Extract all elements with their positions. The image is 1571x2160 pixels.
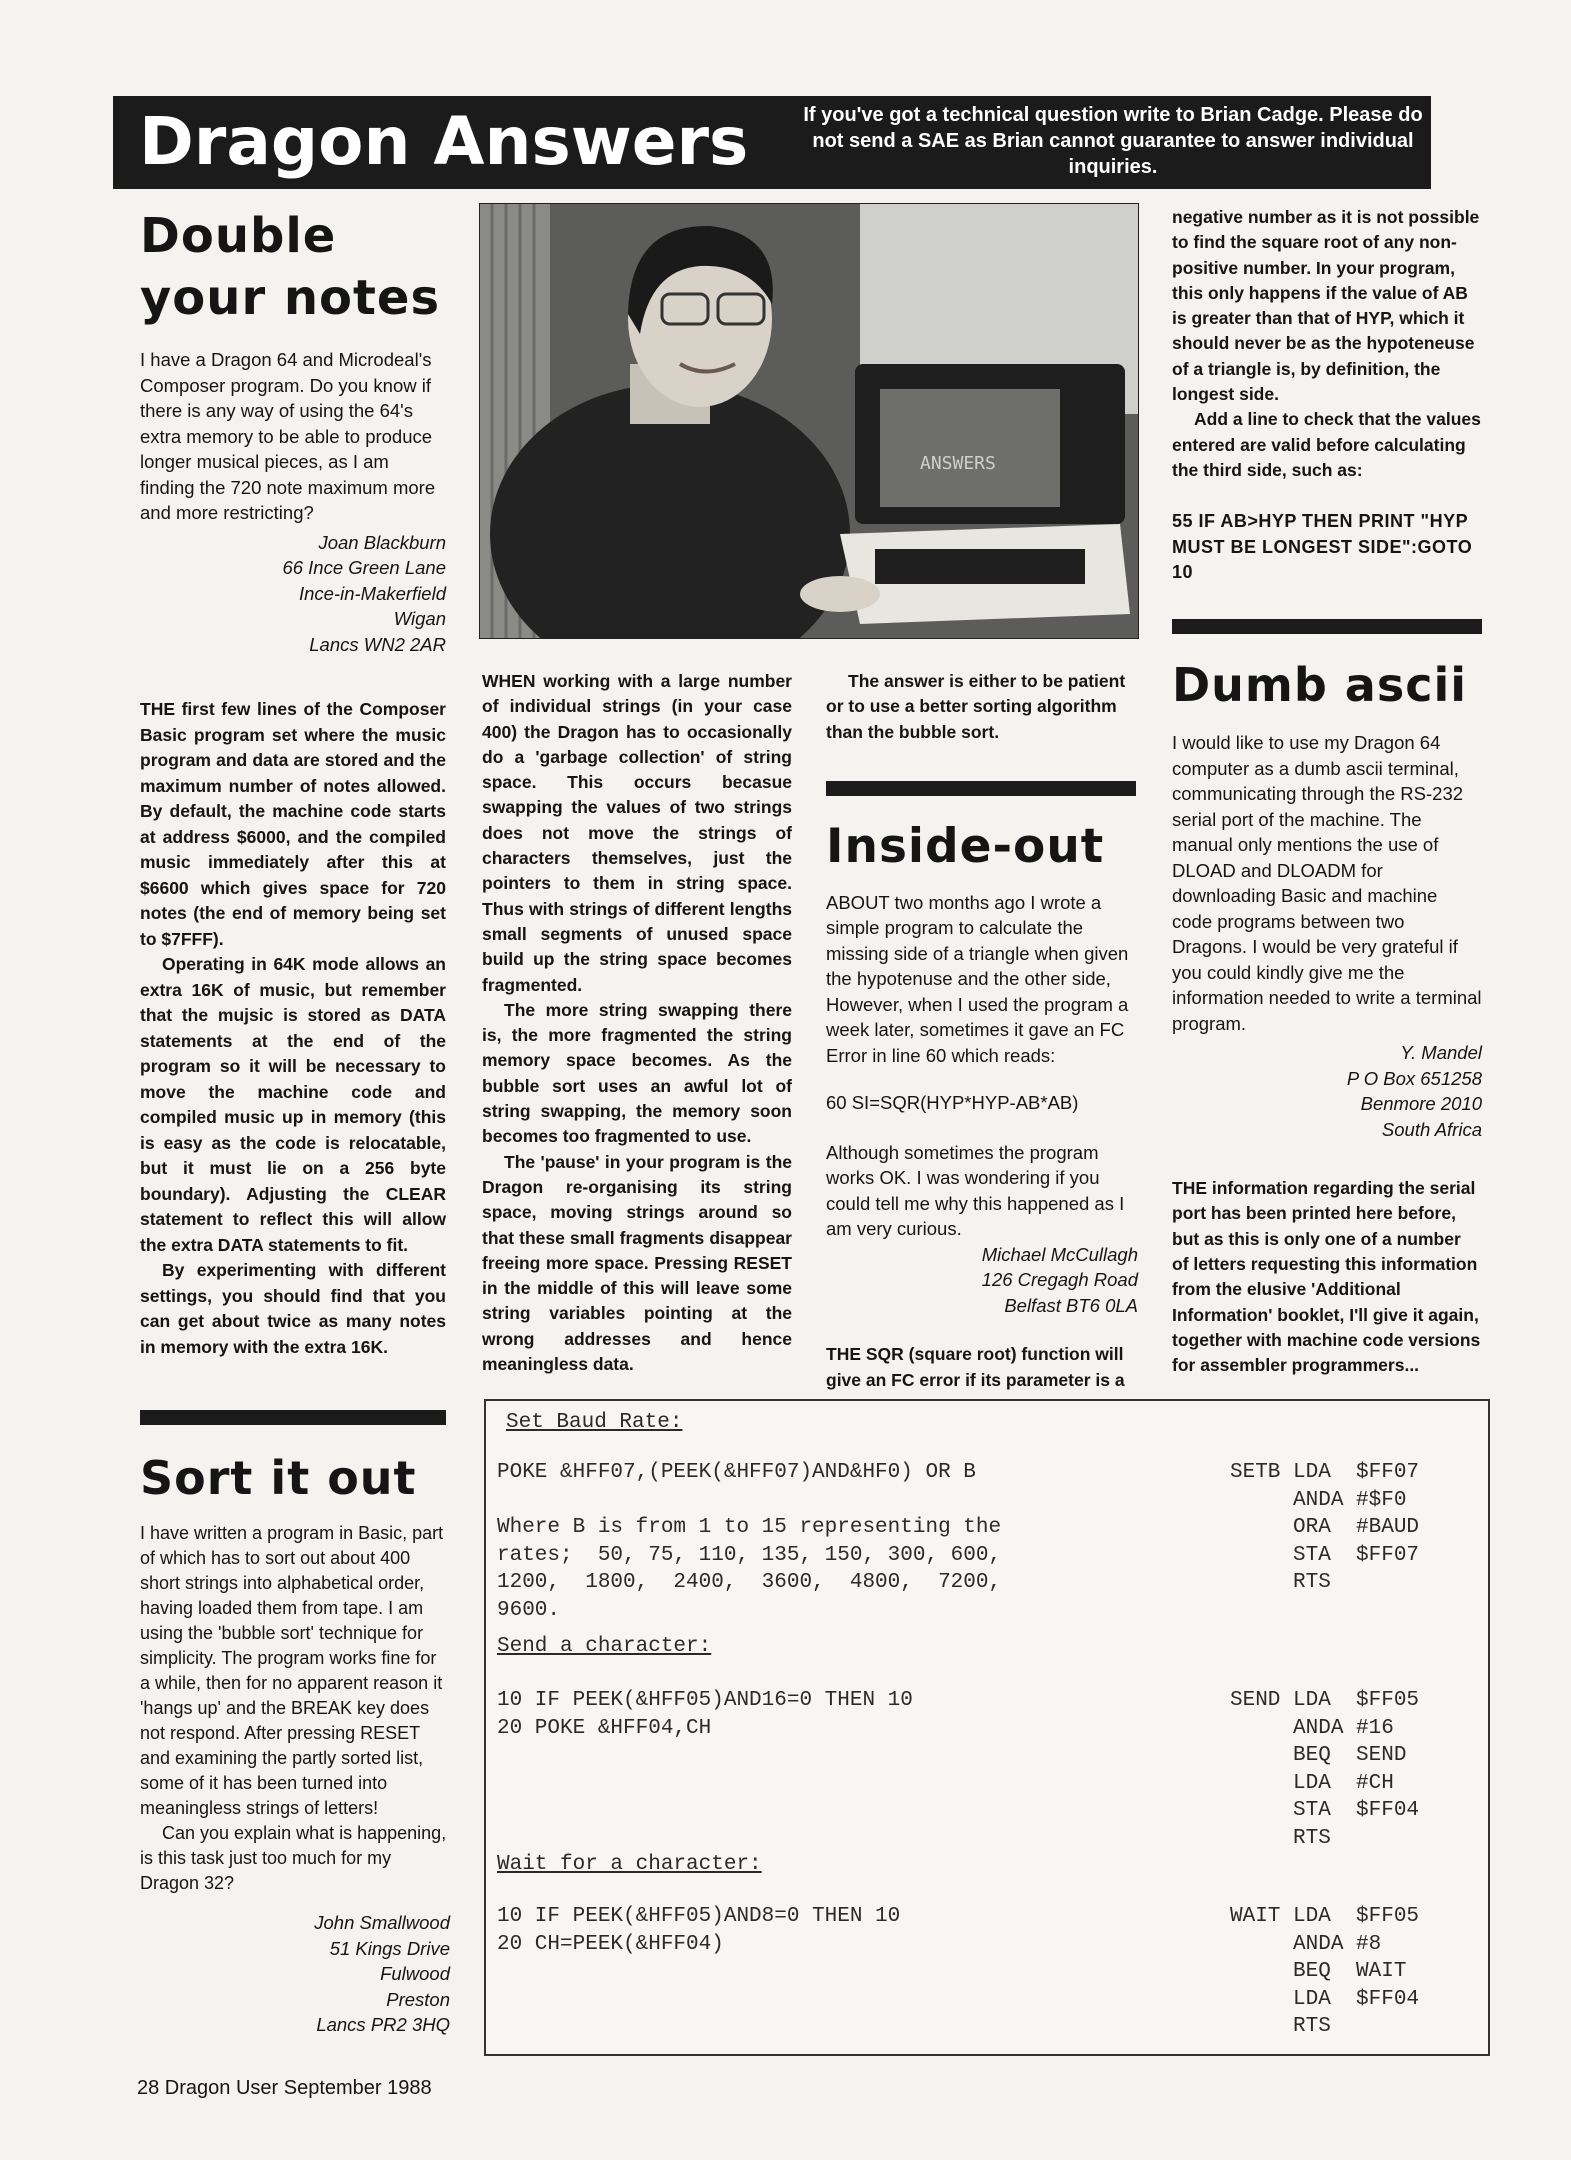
- monitor-screen-text: ANSWERS: [920, 453, 996, 474]
- signature-line: Fulwood: [380, 1963, 450, 1984]
- question-text: I would like to use my Dragon 64 computer as a dumb ascii terminal, communicating through the RS-232 serial port of the machine. The manual only mentions the use of DLOAD and DLOADM for downloading Basic and machine code programs between two Dragons. I would be very grateful if you could kindly give me the information needed to write a terminal program.: [1172, 732, 1482, 1034]
- heading-your-notes: your notes: [140, 270, 441, 326]
- heading-sort-it-out: Sort it out: [140, 1451, 417, 1505]
- code-heading-send: Send a character:: [497, 1635, 712, 1658]
- answer-sort-column: [482, 669, 792, 1377]
- article-sort-it-out: [140, 1447, 450, 2038]
- question-text: ABOUT two months ago I wrote a simple program to calculate the missing side of a triangle when given the hypotenuse and the other side, However, when I used the program a week later, sometimes it gave an FC Error in line 60 which reads:: [826, 891, 1129, 1066]
- code-asm-send: SEND LDA $FF05 ANDA #16 BEQ SEND LDA #CH STA $FF04 RTS: [1230, 1689, 1420, 1850]
- answer-paragraph: The more string swapping there is, the more fragmented the string memory space becomes. As the bubble sort uses an awful lot of string swapping, the memory soon becomes too fragmented to use.: [482, 999, 792, 1147]
- article-double-notes: [140, 205, 446, 1360]
- section-title: Dragon Answers: [139, 103, 749, 180]
- signature: [140, 1910, 450, 2038]
- signature-line: Belfast BT6 0LA: [1004, 1294, 1138, 1316]
- signature-line: Preston: [386, 1988, 450, 2010]
- answer-paragraph: THE information regarding the serial port has been printed here before, but as this is only one of a number of letters requesting this information from the elusive 'Additional Information' booklet, I'll give it again, together with machine code versions for assembler programmers...: [1172, 1178, 1481, 1376]
- article-inside-out: [826, 669, 1138, 1393]
- signature: [140, 530, 446, 658]
- signature-line: Wigan: [393, 608, 446, 629]
- serial-port-code-box: [484, 1399, 1490, 2056]
- code-heading-baud: Set Baud Rate:: [506, 1411, 683, 1434]
- answer-paragraph: THE SQR (square root) function will give an FC error if its parameter is a: [826, 1344, 1125, 1390]
- question-text: Although sometimes the program works OK. I was wondering if you could tell me why this happened as I am very curious.: [826, 1141, 1125, 1240]
- heading-inside-out: Inside-out: [826, 818, 1105, 874]
- heading-dumb-ascii: Dumb ascii: [1172, 658, 1468, 713]
- page-footer: 28 Dragon User September 1988: [137, 2077, 432, 2099]
- question-text: I have a Dragon 64 and Microdeal's Composer program. Do you know if there is any way of using the 64's extra memory to be able to produce longer musical pieces, as I am finding the 720 note maximum more and more restricting?: [140, 349, 436, 523]
- question-text: I have written a program in Basic, part of which has to sort out about 400 short strings into alphabetical order, having loaded them from tape. I am using the 'bubble sort' technique for simplicity. The program works fine for a while, then for no apparent reason it 'hangs up' and the BREAK key does not respond. After pressing RESET and examining the partly sorted list, some of it has been turned into meaningless strings of letters!: [140, 1523, 444, 1818]
- signature-line: P O Box 651258: [1346, 1067, 1482, 1089]
- answer-paragraph: Operating in 64K mode allows an extra 16K of music, but remember that the mujsic is stored as DATA statements at the end of the program so it will be necessary to move the machine code and compiled music up in memory (this is easy as the code is relocatable, but it must lie on a 256 byte boundary). Adjusting the CLEAR statement to reflect this will allow the extra DATA statements to fit.: [140, 954, 446, 1255]
- code-line: 55 IF AB>HYP THEN PRINT "HYP MUST BE LONGEST SIDE":GOTO 10: [1172, 511, 1473, 582]
- article-dumb-ascii: [1172, 205, 1482, 1379]
- photo-man-with-computer: [479, 203, 1139, 639]
- signature: [826, 1242, 1138, 1319]
- section-banner: [113, 96, 1431, 189]
- code-basic-baud: POKE &HFF07,(PEEK(&HFF07)AND&HF0) OR B Where B is from 1 to 15 representing the rates; 50, 75, 110, 135, 150, 300, 600, 1200, 1800, 2400, 3600, 4800, 7200, 9600.: [497, 1461, 1002, 1622]
- answer-paragraph: WHEN working with a large number of individual strings (in your case 400) the Dragon has to occasionally do a 'garbage collection' of string space. This occurs becasue swapping the values of two strings does not move the strings of characters themselves, just the pointers to them in string space. Thus with strings of different lengths small segments of unused space build up the string space becomes fragmented.: [482, 671, 792, 995]
- signature-line: John Smallwood: [314, 1912, 450, 1933]
- signature-line: 51 Kings Drive: [329, 1937, 450, 1959]
- photo-illustration: [480, 204, 1139, 639]
- code-heading-wait: Wait for a character:: [497, 1853, 762, 1876]
- signature-line: Ince-in-Makerfield: [298, 582, 446, 604]
- signature-line: South Africa: [1381, 1118, 1482, 1140]
- answer-paragraph: The answer is either to be patient or to use a better sorting algorithm than the bubble sort.: [826, 671, 1126, 742]
- signature-line: Lancs WN2 2AR: [309, 633, 446, 655]
- section-divider: [140, 1410, 446, 1425]
- submission-note: If you've got a technical question write to Brian Cadge. Please do not send a SAE as Brian cannot guarantee to answer individual inquiries.: [803, 104, 1423, 178]
- section-divider: [1172, 619, 1482, 634]
- signature: [1172, 1040, 1482, 1142]
- answer-paragraph: negative number as it is not possible to find the square root of any non-positive number. In your program, this only happens if the value of AB is greater than that of HYP, which it should never be as the hypoteneuse of a triangle is, by definition, the longest side.: [1172, 207, 1480, 405]
- code-line: 60 SI=SQR(HYP*HYP-AB*AB): [826, 1092, 1079, 1114]
- signature-line: Joan Blackburn: [318, 531, 446, 553]
- code-basic-send: 10 IF PEEK(&HFF05)AND16=0 THEN 10 20 POKE &HFF04,CH: [497, 1689, 913, 1740]
- answer-paragraph: By experimenting with different settings, you should find that you can get about twice as many notes in memory with the extra 16K.: [140, 1260, 446, 1357]
- question-text: Can you explain what is happening, is this task just too much for my Dragon 32?: [140, 1823, 447, 1893]
- code-asm-wait: WAIT LDA $FF05 ANDA #8 BEQ WAIT LDA $FF04 RTS: [1230, 1905, 1420, 2038]
- answer-paragraph: Add a line to check that the values entered are valid before calculating the third side, such as:: [1172, 409, 1481, 480]
- answer-paragraph: The 'pause' in your program is the Dragon re-organising its string space, moving strings around so that these small fragments disappear freeing more space. Pressing RESET in the middle of this will leave some string variables pointing at the wrong addresses and hence meaningless data.: [482, 1151, 792, 1375]
- signature-line: 126 Cregagh Road: [981, 1269, 1138, 1291]
- heading-double: Double: [140, 208, 337, 264]
- signature-line: Y. Mandel: [1400, 1042, 1482, 1064]
- code-basic-wait: 10 IF PEEK(&HFF05)AND8=0 THEN 10 20 CH=PEEK(&HFF04): [497, 1905, 901, 1956]
- signature-line: Lancs PR2 3HQ: [316, 2014, 450, 2035]
- signature-line: Benmore 2010: [1360, 1093, 1482, 1115]
- section-divider: [826, 781, 1136, 796]
- signature-line: Michael McCullagh: [981, 1243, 1138, 1265]
- code-asm-baud: SETB LDA $FF07 ANDA #$F0 ORA #BAUD STA $FF07 RTS: [1230, 1461, 1420, 1594]
- answer-paragraph: THE first few lines of the Composer Basic program set where the music program and data are stored and the maximum number of notes allowed. By default, the machine code starts at address $6000, and the compiled music immediately after this at $6600 which gives space for 720 notes (the end of memory being set to $7FFF).: [140, 699, 446, 949]
- signature-line: 66 Ince Green Lane: [282, 557, 446, 578]
